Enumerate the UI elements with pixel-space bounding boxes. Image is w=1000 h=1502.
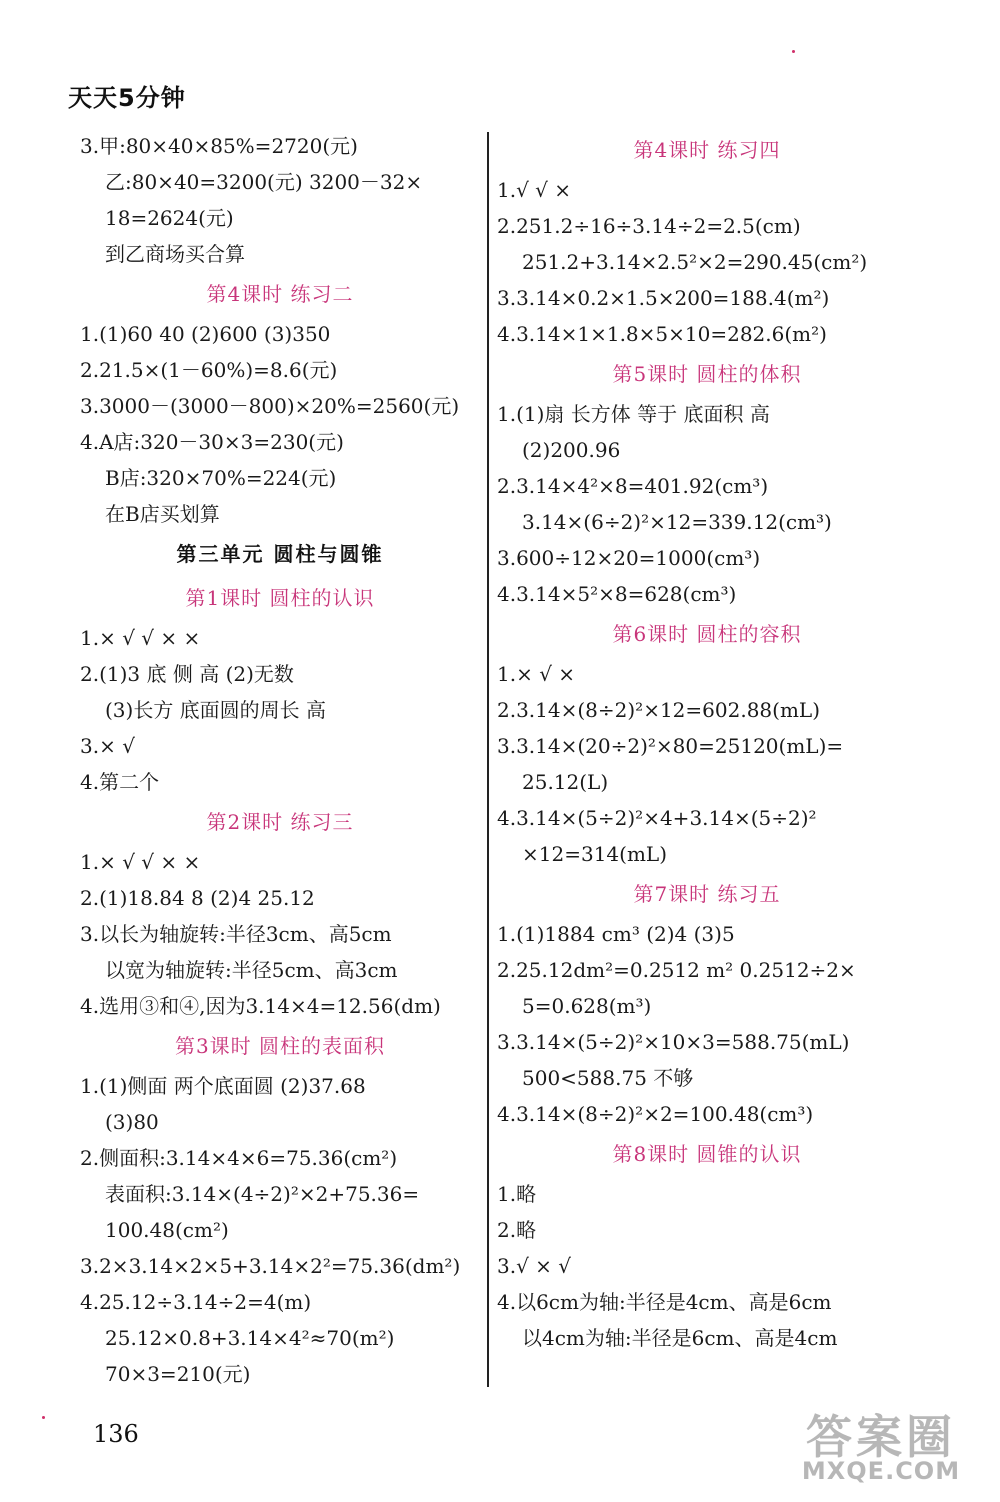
- column-divider: [487, 132, 489, 1387]
- answer-line: 4.25.12÷3.14÷2=4(m): [80, 1290, 312, 1314]
- answer-line: 18=2624(元): [105, 206, 234, 230]
- answer-line: 3.14×(6÷2)²×12=339.12(cm³): [522, 510, 832, 534]
- answer-line: 1.× √ √ × ×: [80, 850, 201, 874]
- lesson-heading: 第3课时 圆柱的表面积: [174, 1034, 386, 1058]
- left-answer-column: [80, 128, 480, 1392]
- answer-line: 25.12×0.8+3.14×4²≈70(m²): [105, 1326, 395, 1350]
- answer-line: 3.甲:80×40×85%=2720(元): [80, 134, 358, 158]
- answer-line: 在B店买划算: [105, 502, 220, 526]
- decorative-dot: [792, 50, 795, 53]
- answer-line: 5=0.628(m³): [522, 994, 652, 1018]
- answer-line: 1.√ √ ×: [497, 178, 572, 202]
- lesson-heading: 第5课时 圆柱的体积: [612, 362, 802, 386]
- answer-line: 以4cm为轴:半径是6cm、高是4cm: [522, 1326, 838, 1350]
- answer-line: 25.12(L): [522, 770, 609, 794]
- answer-line: 2.21.5×(1－60%)=8.6(元): [80, 358, 338, 382]
- book-title: 天天5分钟: [68, 84, 186, 112]
- decorative-dot: [42, 1416, 45, 1419]
- answer-line: 2.(1)3 底 侧 高 (2)无数: [80, 662, 294, 686]
- answer-line: ×12=314(mL): [522, 842, 667, 866]
- lesson-heading: 第2课时 练习三: [206, 810, 354, 834]
- answer-line: 2.3.14×4²×8=401.92(cm³): [497, 474, 769, 498]
- answer-line: (3)80: [105, 1110, 159, 1134]
- answer-line: 1.(1)扇 长方体 等于 底面积 高: [497, 402, 770, 426]
- answer-line: 表面积:3.14×(4÷2)²×2+75.36=: [105, 1182, 420, 1206]
- answer-line: 1.× √ √ × ×: [80, 626, 201, 650]
- answer-line: 1.× √ ×: [497, 662, 576, 686]
- answer-line: 3.以长为轴旋转:半径3cm、高5cm: [80, 922, 392, 946]
- answer-line: 3.× √: [80, 734, 135, 758]
- lesson-heading: 第1课时 圆柱的认识: [185, 586, 375, 610]
- right-answer-column: [497, 128, 917, 1356]
- answer-line: 乙:80×40=3200(元) 3200－32×: [105, 170, 423, 194]
- lesson-heading: 第4课时 练习四: [633, 138, 781, 162]
- lesson-heading: 第4课时 练习二: [206, 282, 354, 306]
- unit-heading: 第三单元 圆柱与圆锥: [176, 542, 384, 566]
- answer-line: 4.3.14×1×1.8×5×10=282.6(m²): [497, 322, 827, 346]
- answer-line: 100.48(cm²): [105, 1218, 229, 1242]
- answer-line: B店:320×70%=224(元): [105, 466, 337, 490]
- lesson-heading: 第7课时 练习五: [633, 882, 781, 906]
- answer-line: 2.略: [497, 1218, 537, 1242]
- answer-line: 3.3.14×0.2×1.5×200=188.4(m²): [497, 286, 830, 310]
- answer-line: 4.A店:320－30×3=230(元): [80, 430, 344, 454]
- answer-line: 2.侧面积:3.14×4×6=75.36(cm²): [80, 1146, 398, 1170]
- answer-line: 3.600÷12×20=1000(cm³): [497, 546, 761, 570]
- answer-line: 4.3.14×5²×8=628(cm³): [497, 582, 737, 606]
- answer-line: 2.25.12dm²=0.2512 m² 0.2512÷2×: [497, 958, 856, 982]
- answer-line: 70×3=210(元): [105, 1362, 251, 1386]
- answer-line: 3.3.14×(5÷2)²×10×3=588.75(mL): [497, 1030, 850, 1054]
- watermark-logo: [776, 1397, 986, 1492]
- lesson-heading: 第8课时 圆锥的认识: [612, 1142, 802, 1166]
- answer-line: 3.√ × √: [497, 1254, 572, 1278]
- answer-line: 3.3000－(3000－800)×20%=2560(元): [80, 394, 460, 418]
- answer-line: 2.3.14×(8÷2)²×12=602.88(mL): [497, 698, 820, 722]
- answer-line: 1.(1)60 40 (2)600 (3)350: [80, 322, 331, 346]
- answer-line: 3.3.14×(20÷2)²×80=25120(mL)=: [497, 734, 844, 758]
- answer-line: 1.(1)侧面 两个底面圆 (2)37.68: [80, 1074, 366, 1098]
- answer-line: 以宽为轴旋转:半径5cm、高3cm: [105, 958, 398, 982]
- answer-line: 4.以6cm为轴:半径是4cm、高是6cm: [497, 1290, 832, 1314]
- answer-line: 3.2×3.14×2×5+3.14×2²=75.36(dm²): [80, 1254, 461, 1278]
- answer-line: 4.选用③和④,因为3.14×4=12.56(dm): [80, 994, 441, 1018]
- watermark-url: MXQE.COM: [801, 1457, 961, 1485]
- answer-line: 4.3.14×(8÷2)²×2=100.48(cm³): [497, 1102, 814, 1126]
- answer-line: 4.3.14×(5÷2)²×4+3.14×(5÷2)²: [497, 806, 817, 830]
- answer-line: 2.251.2÷16÷3.14÷2=2.5(cm): [497, 214, 801, 238]
- answer-line: (2)200.96: [522, 438, 621, 462]
- answer-line: 500<588.75 不够: [522, 1066, 694, 1090]
- answer-line: 1.略: [497, 1182, 537, 1206]
- watermark-text: 答案圈: [806, 1410, 956, 1464]
- answer-line: 1.(1)1884 cm³ (2)4 (3)5: [497, 922, 735, 946]
- answer-line: 2.(1)18.84 8 (2)4 25.12: [80, 886, 315, 910]
- answer-line: 4.第二个: [80, 770, 160, 794]
- page-number: 136: [93, 1420, 139, 1448]
- answer-line: 到乙商场买合算: [105, 242, 245, 266]
- answer-line: 251.2+3.14×2.5²×2=290.45(cm²): [522, 250, 868, 274]
- lesson-heading: 第6课时 圆柱的容积: [612, 622, 802, 646]
- answer-line: (3)长方 底面圆的周长 高: [105, 698, 327, 722]
